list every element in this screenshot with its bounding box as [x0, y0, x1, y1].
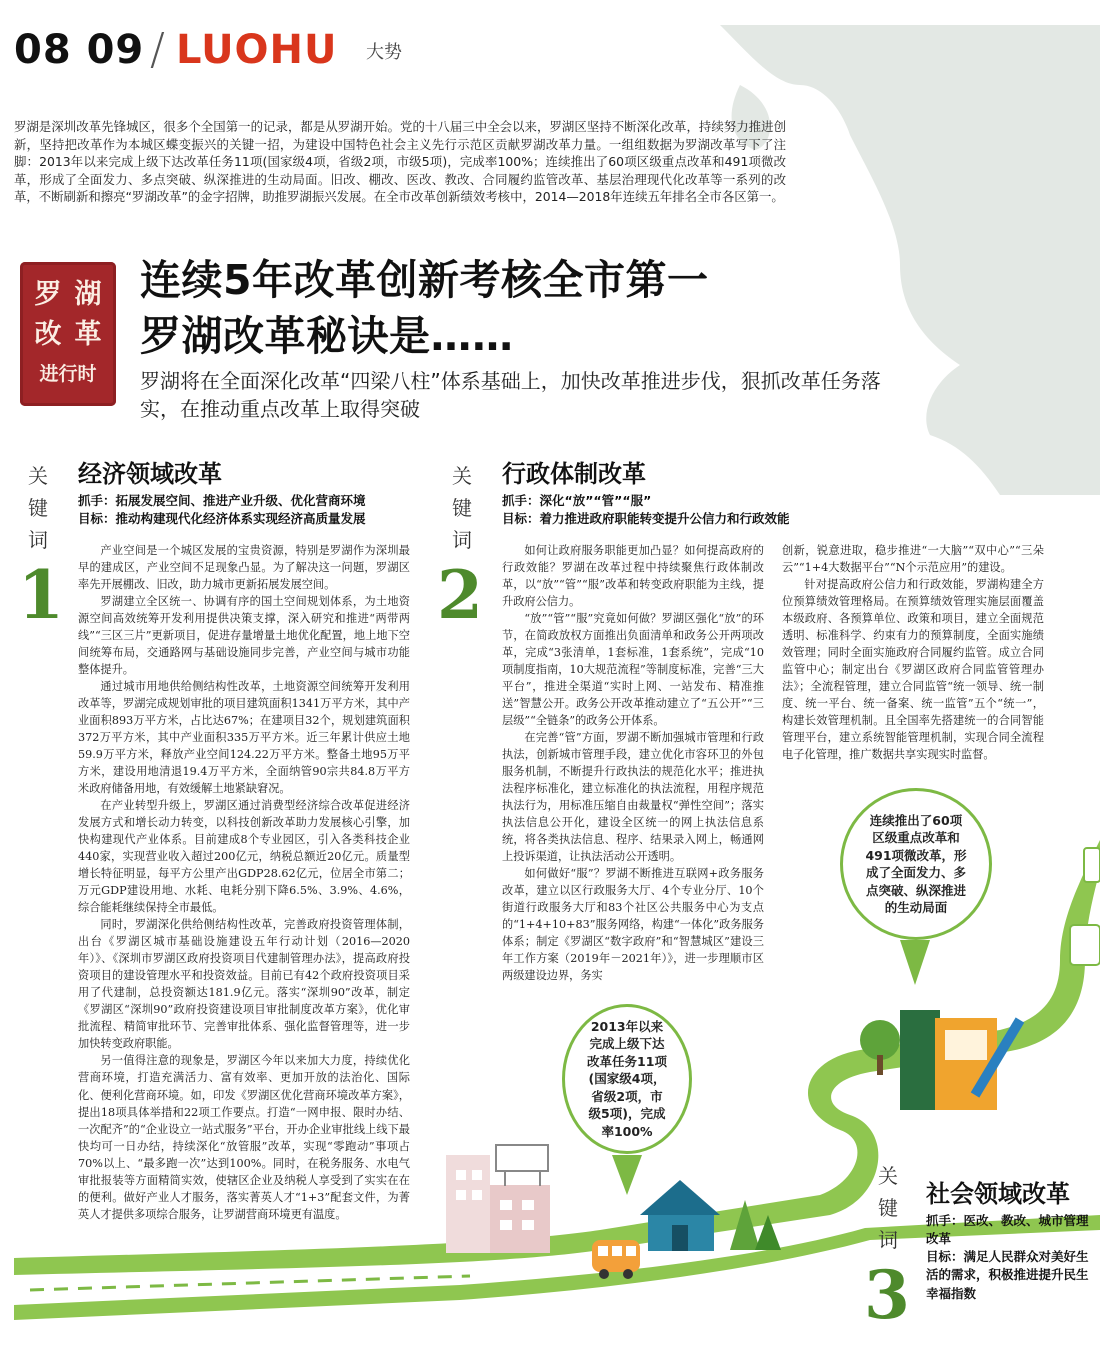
keyword-char: 键 [452, 496, 472, 520]
keyword-label [24, 460, 52, 556]
seal-char: 进行时 [39, 362, 97, 385]
headline-line2: 罗湖改革秘诀是…… [140, 312, 514, 360]
seal-stamp [20, 262, 116, 406]
paragraph: 创新，锐意进取，稳步推进“一大脑”“双中心”“三朵云”“1+4大数据平台”“N个示范应用”的建设。 [782, 544, 1044, 575]
page-numbers: 08 09 [14, 27, 145, 73]
stat-bubble-reforms: 连续推出了60项区级重点改革和491项微改革，形成了全面发力、多点突破、纵深推进的生动局面 [840, 788, 992, 940]
keyword-char: 词 [878, 1228, 898, 1252]
keyword-char: 键 [878, 1196, 898, 1220]
headline-line1: 连续5年改革创新考核全市第一 [140, 256, 709, 304]
seal-char: 革 [74, 318, 102, 350]
brand-logo: LUOHU [176, 27, 338, 73]
kw2-subtitle [502, 492, 862, 528]
keyword-char: 键 [28, 496, 48, 520]
paragraph: 针对提高政府公信力和行政效能，罗湖构建全方位预算绩效管理格局。在预算绩效管理实施层面覆盖本级政府、各预算单位、政策和项目，建立全面规范透明、标准科学、约束有力的预算制度，全面实施绩效管理；同时全面实施政府合同履约监管。成立合同监管中心；制定出台《罗湖区政府合同监管管理办法》；全流程管理，建立合同监管“统一领导、统一制度、统一平台、统一备案、统一监管”五个“统一”，构建长效管理机制。且全国率先搭建统一的合同智能管理平台，建立系统智能管理机制，实现合同全流程电子化管理，推广数据共享实现实时监督。 [782, 578, 1044, 762]
kw3-subtitle [926, 1212, 1096, 1303]
paragraph: 通过城市用地供给侧结构性改革，土地资源空间统筹开发利用改革等，罗湖完成规划审批的项目建筑面积1341万平方米，其中产业面积893万平方米，占比达67%；在建项目32个，规划建筑面积372万平方米，其中产业面积335万平方米。近三年累计供应土地59.9万平方米，释放产业空间124.22万平方米。整备土地95万平方米，建设用地清退19.4万平方米，全面纳管90宗共84.8万平方米政府储备用地，有效缓解土地紧缺窘况。 [78, 680, 410, 796]
paragraph: 罗湖建立全区统一、协调有序的国土空间规划体系，为土地资源空间高效统筹开发利用提供决策支撑，深入研究和推进“两带两线”“三区三片”更新项目，促进存量增量土地优化配置，地上地下空间统筹布局，交通路网与基础设施同步完善，产业空间与城市功能整体提升。 [78, 595, 410, 677]
paragraph: 如何做好“服”？罗湖不断推进互联网+政务服务改革，建立以区行政服务大厅、4个专业分厅、10个街道行政服务大厅和83个社区公共服务中心为支点的“1+4+10+83”服务网络，构建“一体化”政务服务体系；制定《罗湖区“数字政府”和“智慧城区”建设三年工作方案（2019年－2021年）》，进一步理顺市区两级建设边界，务实 [502, 867, 764, 983]
paragraph: 在完善“管”方面，罗湖不断加强城市管理和行政执法，创新城市管理手段，建立优化市容环卫的外包服务机制，不断提升行政执法的规范化水平；推进执法程序标准化，建立标准化的执法流程，用程序规范执法行为，用标准压缩自由裁量权“弹性空间”；落实执法信息公开化，建设全区统一的网上执法信息系统，将各类执法信息、程序、结果录入网上，畅通网上投诉渠道，让执法活动公开透明。 [502, 731, 764, 864]
keyword-char: 关 [452, 464, 472, 488]
kw3-goal: 目标：满足人民群众对美好生活的需求，积极推进提升民生幸福指数 [926, 1249, 1089, 1301]
keyword-char: 词 [28, 528, 48, 552]
kw2-goal: 目标：着力推进政府职能转变提升公信力和行政效能 [502, 511, 790, 527]
keyword-char: 词 [452, 528, 472, 552]
kw3-title: 社会领域改革 [926, 1180, 1070, 1208]
paragraph: 另一值得注意的现象是，罗湖区今年以来加大力度，持续优化营商环境，打造充满活力、富有效率、更加开放的法治化、国际化、便利化营商环境。如，印发《罗湖区优化营商环境改革方案》，提出18项具体举措和22项工作要点。打造“一网申报、限时办结、一次配齐”的“企业设立一站式服务”平台，开办企业审批线上线下最快均可一日办结，持续深化“放管服”改革，实现“零跑动”事项占70%以上、“最多跑一次”达到100%。同时，在税务服务、水电气审批报装等方面精简实效，使辖区企业及纳税人享受到了实实在在的便利。做好产业人才服务，落实菁英人才“1+3”配套文件，为菁英人才提供多项综合服务，让罗湖营商环境更有温度。 [78, 1054, 410, 1221]
kw1-grip: 抓手：拓展发展空间、推进产业升级、优化营商环境 [78, 493, 366, 508]
kw2-grip: 抓手：深化“放”“管”“服” [502, 493, 652, 508]
seal-char: 罗 [34, 278, 62, 310]
seal-char: 湖 [74, 278, 102, 310]
keyword-number-3: 3 [864, 1256, 910, 1334]
seal-char: 改 [34, 318, 62, 350]
keyword-label [874, 1160, 902, 1256]
kw2-body-col2 [782, 542, 1044, 763]
section-label: 大势 [366, 42, 402, 63]
paragraph: 在产业转型升级上，罗湖区通过消费型经济综合改革促进经济发展方式和增长动力转变，以科技创新改革助力发展核心引擎，加快构建现代产业体系。目前建成8个专业园区，引入各类科技企业440家，实现营业收入超过200亿元，纳税总额近20亿元。质量型增长特征明显，每平方公里产出GDP28.62亿元，位居全市第二；万元GDP建设用地、水耗、电耗分别下降6.5%、3.9%、4.6%，综合能耗继续保持全市最低。 [78, 799, 410, 915]
keyword-char: 关 [878, 1164, 898, 1188]
subheadline: 罗湖将在全面深化改革“四梁八柱”体系基础上，加快改革推进步伐，狠抓改革任务落实，在推动重点改革上取得突破 [140, 369, 881, 421]
paragraph: 如何让政府服务职能更加凸显？如何提高政府的行政效能？罗湖在改革过程中持续聚焦行政体制改革，以“放”“管”“服”改革和转变政府职能为主线，提升政府公信力。 [502, 544, 764, 609]
keyword-number-2: 2 [437, 556, 483, 634]
keyword-label [448, 460, 476, 556]
keyword-number-1: 1 [18, 556, 64, 634]
paragraph: 产业空间是一个城区发展的宝贵资源，特别是罗湖作为深圳最早的建成区，产业空间不足现象凸显。为了解决这一问题，罗湖区率先开展棚改、旧改，助力城市更新拓展发展空间。 [78, 544, 410, 592]
kw1-goal: 目标：推动构建现代化经济体系实现经济高质量发展 [78, 511, 366, 527]
header-slash: / [150, 24, 165, 75]
kw1-subtitle [78, 492, 418, 528]
stat-bubble-tasks: 2013年以来完成上级下达改革任务11项(国家级4项，省级2项，市级5项)，完成率100% [562, 1004, 692, 1154]
paragraph: 同时，罗湖深化供给侧结构性改革，完善政府投资管理体制，出台《罗湖区城市基础设施建设五年行动计划（2016—2020年）》、《深圳市罗湖区政府投资项目代建制管理办法》，提高政府投资项目的建设管理水平和投资效益。目前已有42个政府投资项目采用了代建制，总投资额达181.9亿元。落实“深圳90”改革，制定《罗湖区“深圳90”政府投资建设项目审批制度改革方案》，优化审批流程、精简审批环节、完善审批体系、强化监督管理等，进一步加快转变政府职能。 [78, 918, 410, 1051]
kw3-grip: 抓手：医改、教改、城市管理改革 [926, 1213, 1089, 1247]
paragraph: “放”“管”“服”究竟如何做？罗湖区强化“放”的环节，在简政放权方面推出负面清单和政务公开两项改革，完成“3张清单，1套标准，1套系统”，完成“10项制度指南，10大规范流程”等制度标准，完善“三大平台”，推进全渠道“实时上网、一站发布、精准推送”智慧公开。政务公开改革推动建立了“五公开”“三层级”“全链条”的政务公开体系。 [502, 612, 764, 728]
intro-paragraph: 罗湖是深圳改革先锋城区，很多个全国第一的记录，都是从罗湖开始。党的十八届三中全会以来，罗湖区坚持不断深化改革，持续努力推进创新，坚持把改革作为本城区蝶变振兴的关键一招，为建设中国特色社会主义先行示范区贡献罗湖改革力量。一组组数据为罗湖改革写下了注脚：2013年以来完成上级下达改革任务11项(国家级4项，省级2项，市级5项)，完成率100%；连续推出了60项区级重点改革和491项微改革，形成了全面发力、多点突破、纵深推进的生动局面。旧改、棚改、医改、教改、合同履约监管改革、基层治理现代化改革等一系列的改革，不断刷新和擦亮“罗湖改革”的金字招牌，助推罗湖振兴发展。在全市改革创新绩效考核中，2014—2018年连续五年排名全市各区第一。 [14, 119, 786, 205]
kw2-title: 行政体制改革 [502, 460, 646, 488]
kw1-title: 经济领域改革 [78, 460, 222, 488]
keyword-char: 关 [28, 464, 48, 488]
